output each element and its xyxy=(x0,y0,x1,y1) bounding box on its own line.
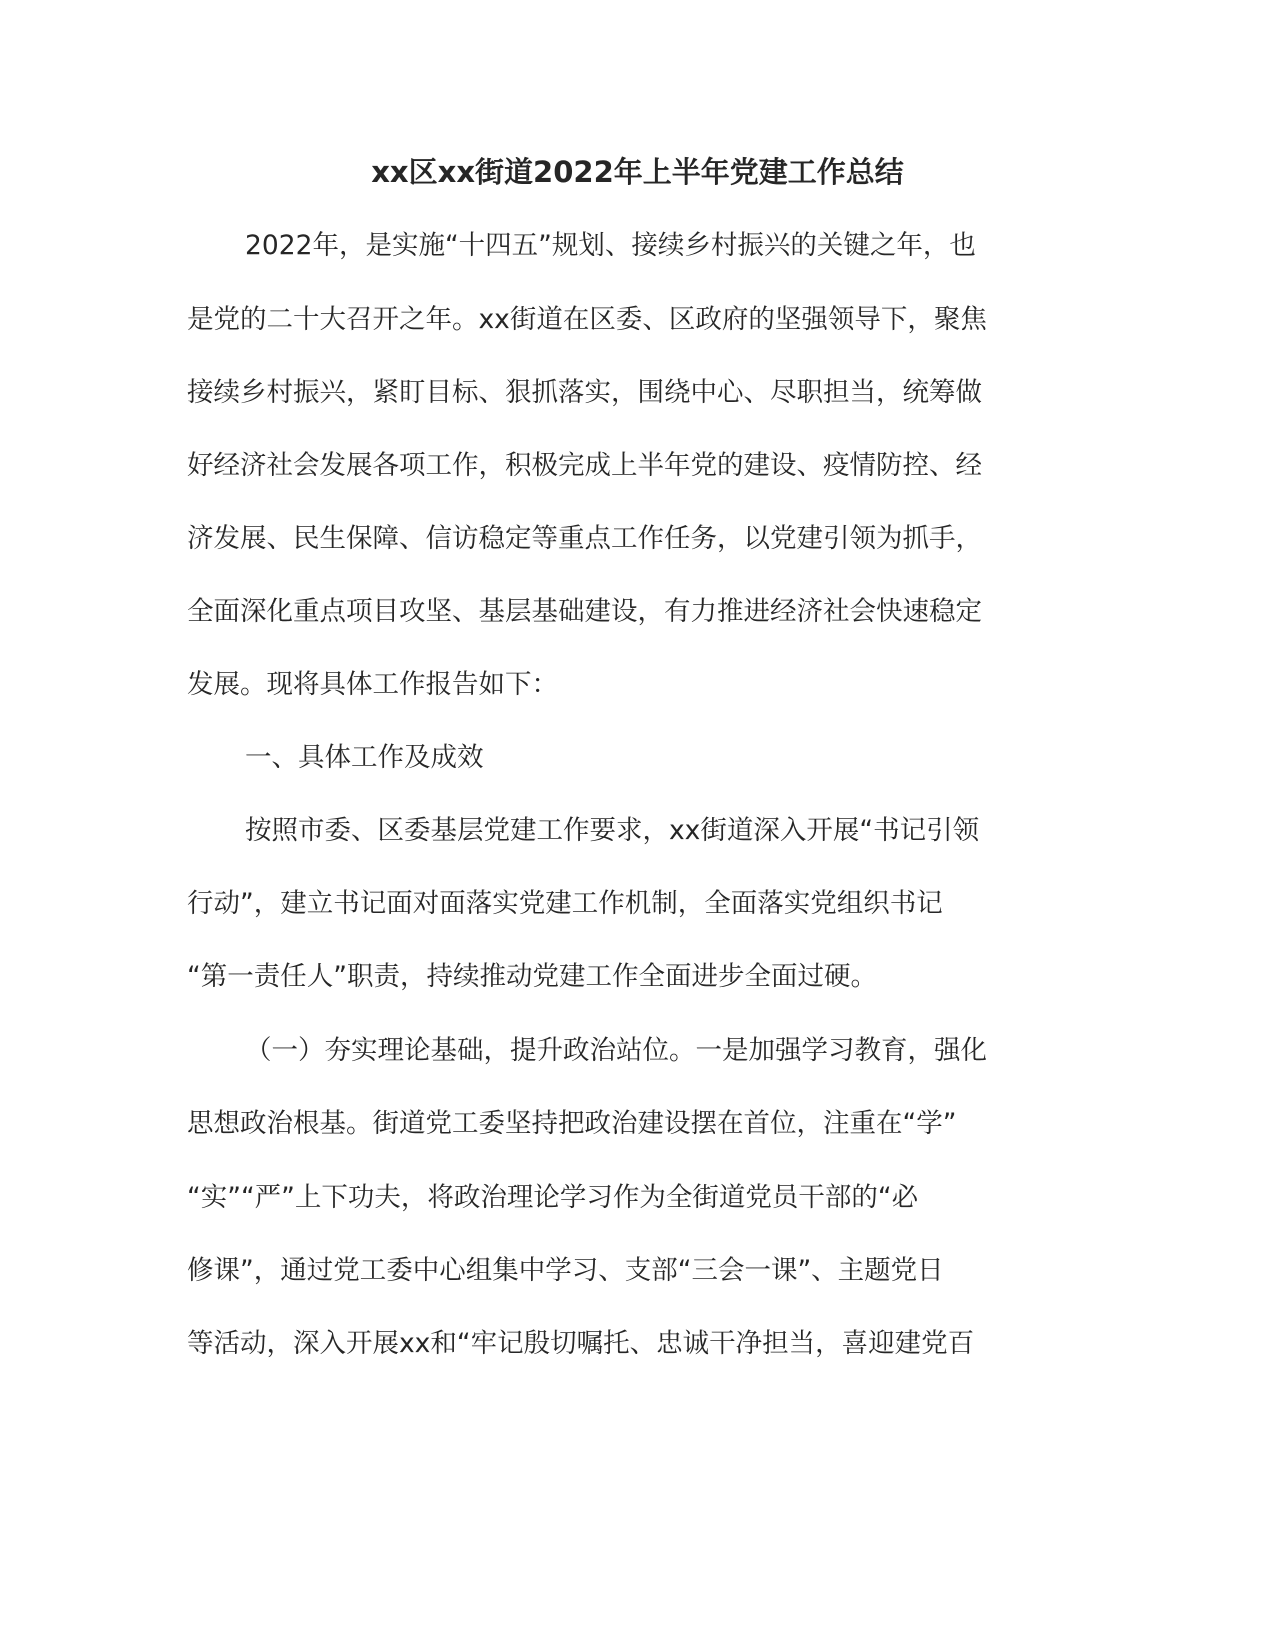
paragraph-line: 思想政治根基。街道党工委坚持把政治建设摆在首位，注重在“学” xyxy=(187,1108,957,1139)
paragraph-line: “第一责任人”职责，持续推动党建工作全面进步全面过硬。 xyxy=(187,961,877,992)
paragraph-line: “实”“严”上下功夫，将政治理论学习作为全街道党员干部的“必 xyxy=(187,1182,919,1213)
paragraph-line: 济发展、民生保障、信访稳定等重点工作任务，以党建引领为抓手， xyxy=(187,523,982,554)
paragraph-line: 全面深化重点项目攻坚、基层基础建设，有力推进经济社会快速稳定 xyxy=(187,596,982,627)
paragraph-line: 行动”，建立书记面对面落实党建工作机制，全面落实党组织书记 xyxy=(187,888,943,919)
paragraph-line: 修课”，通过党工委中心组集中学习、支部“三会一课”、主题党日 xyxy=(187,1255,944,1286)
paragraph-line: 2022年，是实施“十四五”规划、接续乡村振兴的关键之年，也 xyxy=(245,230,976,261)
paragraph-line: 按照市委、区委基层党建工作要求，xx街道深入开展“书记引领 xyxy=(245,815,980,846)
paragraph-line: 是党的二十大召开之年。xx街道在区委、区政府的坚强领导下，聚焦 xyxy=(187,304,987,335)
paragraph-line: （一）夯实理论基础，提升政治站位。一是加强学习教育，强化 xyxy=(245,1035,987,1066)
document-title: xx区xx街道2022年上半年党建工作总结 xyxy=(371,155,904,189)
paragraph-line: 等活动，深入开展xx和“牢记殷切嘱托、忠诚干净担当，喜迎建党百 xyxy=(187,1328,975,1359)
paragraph-line: 发展。现将具体工作报告如下： xyxy=(187,669,558,700)
paragraph-line: 接续乡村振兴，紧盯目标、狠抓落实，围绕中心、尽职担当，统筹做 xyxy=(187,377,982,408)
paragraph-line: 好经济社会发展各项工作，积极完成上半年党的建设、疫情防控、经 xyxy=(187,450,982,481)
section-heading: 一、具体工作及成效 xyxy=(245,742,484,773)
